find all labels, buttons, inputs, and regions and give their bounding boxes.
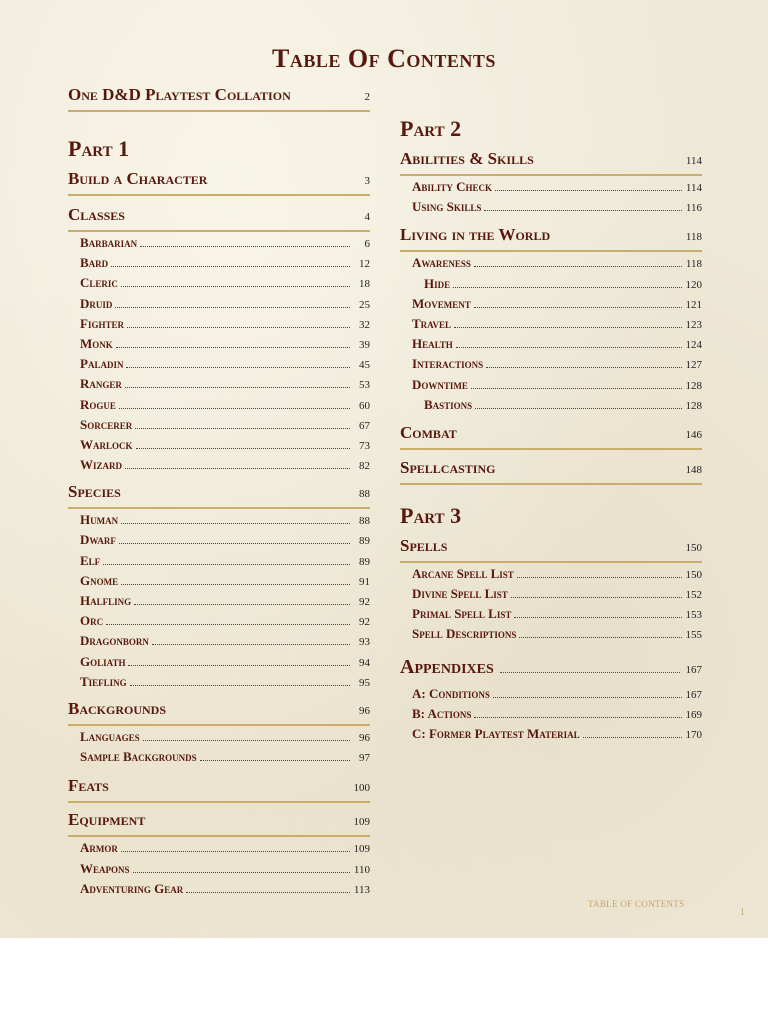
- toc-page-number: 25: [359, 298, 370, 311]
- toc-item-label: Weapons: [80, 860, 130, 876]
- toc-item-label: Druid: [80, 295, 113, 311]
- toc-page-number: 113: [353, 883, 370, 896]
- toc-item-label: Human: [80, 512, 119, 528]
- toc-item-label: Warlock: [80, 436, 133, 452]
- toc-page-number: 89: [359, 555, 370, 568]
- dot-leader: [127, 327, 350, 328]
- toc-page-number: 53: [359, 379, 370, 392]
- toc-page-number: 6: [364, 238, 370, 250]
- backgrounds-list: [68, 729, 370, 769]
- dot-leader: [133, 872, 350, 873]
- toc-item-label: Ability Check: [412, 179, 493, 194]
- toc-item-label: Halfling: [80, 593, 132, 608]
- toc-page-number: 167: [685, 663, 702, 676]
- dot-leader: [140, 246, 350, 247]
- toc-item[interactable]: [68, 235, 370, 255]
- toc-item[interactable]: [68, 729, 370, 749]
- footer-section-label: TABLE OF CONTENTS: [588, 899, 685, 909]
- dot-leader: [103, 564, 350, 565]
- toc-item[interactable]: [400, 255, 702, 275]
- toc-page-number: 96: [359, 704, 370, 717]
- toc-section-appendixes[interactable]: [400, 655, 702, 682]
- toc-page-number: 124: [685, 339, 702, 352]
- toc-item[interactable]: [68, 512, 370, 532]
- toc-item-label: Dragonborn: [80, 633, 149, 649]
- toc-page-number: 73: [359, 439, 370, 452]
- part-heading: Part 3: [400, 502, 462, 528]
- species-list: [68, 512, 370, 694]
- toc-page-number: 150: [685, 541, 702, 554]
- toc-page-number: 109: [353, 816, 370, 829]
- dot-leader: [135, 428, 350, 429]
- toc-page-number: 116: [685, 202, 702, 215]
- toc-item[interactable]: [400, 726, 702, 746]
- dot-leader: [493, 697, 682, 698]
- dot-leader: [514, 617, 681, 618]
- dot-leader: [517, 577, 682, 578]
- toc-page-number: 167: [685, 688, 702, 701]
- toc-page-number: 88: [359, 488, 370, 501]
- toc-section-classes[interactable]: [68, 204, 370, 232]
- toc-page-number: 123: [685, 318, 702, 331]
- toc-item[interactable]: [68, 593, 370, 613]
- toc-item[interactable]: [400, 377, 702, 397]
- toc-item[interactable]: [68, 840, 370, 860]
- toc-item[interactable]: [400, 566, 702, 586]
- dot-leader: [134, 604, 350, 605]
- toc-page-number: 92: [359, 596, 370, 608]
- toc-page-number: 88: [359, 515, 370, 528]
- toc-item-label: Tiefling: [80, 673, 127, 689]
- toc-page-number: 39: [359, 338, 370, 351]
- toc-section-equipment[interactable]: [68, 809, 370, 837]
- toc-item-label: Ranger: [80, 376, 122, 392]
- toc-page-number: 118: [685, 258, 702, 271]
- dot-leader: [111, 266, 350, 267]
- dot-leader: [519, 637, 681, 638]
- dot-leader: [119, 408, 350, 409]
- toc-item-label: Divine Spell List: [412, 586, 508, 602]
- toc-item[interactable]: [400, 626, 702, 646]
- dot-leader: [128, 665, 350, 666]
- toc-item[interactable]: [68, 881, 370, 901]
- toc-page-number: 170: [685, 729, 702, 741]
- toc-page-number: 67: [359, 419, 370, 432]
- dot-leader: [511, 597, 682, 598]
- toc-item[interactable]: [68, 255, 370, 275]
- toc-item[interactable]: [68, 532, 370, 552]
- toc-item[interactable]: [400, 296, 702, 316]
- toc-page-number: 121: [685, 298, 702, 311]
- toc-page-number: 96: [359, 731, 370, 744]
- toc-item[interactable]: [68, 613, 370, 633]
- toc-item[interactable]: [68, 749, 370, 769]
- toc-section-label: Spells: [400, 535, 448, 555]
- toc-item-label: Sample Backgrounds: [80, 749, 197, 765]
- toc-item[interactable]: [68, 437, 370, 457]
- toc-item-label: Goliath: [80, 653, 126, 669]
- toc-item[interactable]: [400, 179, 702, 199]
- toc-item-label: Gnome: [80, 572, 119, 588]
- toc-page-number: 120: [685, 278, 702, 291]
- dot-leader: [116, 347, 350, 348]
- toc-page-number: 45: [359, 359, 370, 372]
- toc-item[interactable]: [68, 356, 370, 376]
- dot-leader: [500, 672, 680, 673]
- toc-section-spellcasting[interactable]: [400, 457, 702, 485]
- dot-leader: [125, 468, 350, 469]
- toc-page-number: 128: [685, 399, 702, 412]
- toc-item-label: C: Former Playtest Material: [412, 726, 580, 741]
- dot-leader: [484, 210, 682, 211]
- toc-item-label: A: Conditions: [412, 685, 490, 701]
- toc-entry-label: One D&D Playtest Collation: [68, 85, 291, 104]
- toc-item[interactable]: [68, 861, 370, 881]
- toc-item[interactable]: [68, 417, 370, 437]
- footer-page-number: 1: [740, 907, 745, 917]
- toc-item-label: Travel: [412, 315, 452, 331]
- toc-section-label: Build a Character: [68, 169, 208, 188]
- toc-section-label: Living in the World: [400, 225, 551, 245]
- dot-leader: [486, 367, 681, 368]
- dot-leader: [495, 190, 682, 191]
- toc-page-number: 152: [685, 589, 702, 602]
- toc-item-label: Using Skills: [412, 199, 482, 215]
- page-title: Table Of Contents: [272, 44, 496, 73]
- toc-section-label: Equipment: [68, 810, 146, 830]
- toc-item[interactable]: [400, 276, 702, 296]
- spells-list: [400, 566, 702, 647]
- toc-item-label: Hide: [424, 275, 451, 291]
- toc-page-number: 32: [359, 318, 370, 331]
- toc-section-label: Species: [68, 482, 121, 502]
- toc-item[interactable]: [68, 296, 370, 316]
- toc-section-spells[interactable]: [400, 535, 702, 563]
- toc-item-label: Languages: [80, 728, 140, 744]
- equipment-list: [68, 840, 370, 901]
- toc-item-label: Movement: [412, 295, 471, 311]
- dot-leader: [125, 387, 350, 388]
- toc-page-number: 95: [359, 676, 370, 689]
- toc-item[interactable]: [400, 706, 702, 726]
- toc-page-number: 150: [685, 568, 702, 581]
- toc-item-label: Armor: [80, 840, 118, 856]
- classes-list: [68, 235, 370, 477]
- toc-section-living[interactable]: [400, 224, 702, 252]
- toc-page-number: 100: [353, 782, 370, 795]
- toc-item-label: Cleric: [80, 275, 118, 291]
- toc-item-label: Fighter: [80, 315, 124, 331]
- toc-item[interactable]: [68, 316, 370, 336]
- dot-leader: [136, 448, 350, 449]
- toc-page-number: 110: [353, 863, 370, 876]
- toc-item[interactable]: [68, 376, 370, 396]
- toc-item-label: Primal Spell List: [412, 606, 512, 622]
- toc-item[interactable]: [68, 553, 370, 573]
- dot-leader: [115, 307, 350, 308]
- toc-section-build[interactable]: [68, 168, 370, 196]
- toc-page-number: 127: [685, 359, 702, 372]
- toc-page-number: 92: [359, 616, 370, 629]
- toc-page-number: 128: [685, 379, 702, 392]
- toc-item[interactable]: [68, 674, 370, 694]
- toc-page-number: 155: [685, 629, 702, 642]
- toc-page-number: 114: [685, 182, 702, 194]
- toc-page-number: 146: [685, 428, 702, 441]
- dot-leader: [143, 740, 350, 741]
- living-list: [400, 255, 702, 417]
- toc-section-abilities[interactable]: [400, 148, 702, 176]
- dot-leader: [471, 388, 682, 389]
- toc-page-number: 3: [364, 175, 370, 187]
- toc-item-label: Orc: [80, 613, 104, 629]
- toc-page-number: 82: [359, 460, 370, 473]
- toc-section-label: Appendixes: [400, 655, 494, 678]
- toc-section-combat[interactable]: [400, 422, 702, 450]
- toc-item-label: Rogue: [80, 396, 116, 412]
- toc-item-label: Adventuring Gear: [80, 880, 184, 896]
- toc-item-label: Wizard: [80, 457, 123, 473]
- toc-item[interactable]: [400, 397, 702, 417]
- toc-section-label: Feats: [68, 776, 109, 796]
- toc-page-number: 60: [359, 399, 370, 412]
- toc-page-number: 18: [359, 278, 370, 291]
- toc-item-label: Downtime: [412, 376, 468, 392]
- part-heading: Part 1: [68, 136, 130, 161]
- dot-leader: [121, 286, 350, 287]
- toc-item[interactable]: [68, 275, 370, 295]
- toc-section-label: Spellcasting: [400, 457, 496, 477]
- dot-leader: [121, 851, 350, 852]
- toc-item-label: Sorcerer: [80, 416, 133, 432]
- dot-leader: [106, 624, 350, 625]
- toc-item-label: Interactions: [412, 356, 484, 372]
- toc-item-label: Bard: [80, 255, 109, 271]
- toc-page-number: 109: [353, 843, 370, 856]
- toc-section-feats[interactable]: [68, 775, 370, 803]
- toc-page-number: 114: [685, 155, 702, 167]
- appendixes-list: [400, 686, 702, 747]
- toc-item[interactable]: [400, 686, 702, 706]
- toc-entry-collation[interactable]: [68, 84, 370, 112]
- part-heading: Part 2: [400, 116, 462, 141]
- toc-item-label: Monk: [80, 335, 113, 351]
- dot-leader: [475, 408, 681, 409]
- toc-item[interactable]: [68, 633, 370, 653]
- dot-leader: [121, 584, 350, 585]
- toc-page-number: 97: [359, 752, 370, 765]
- toc-item-label: Health: [412, 336, 453, 352]
- toc-item-label: Barbarian: [80, 235, 138, 250]
- toc-page-number: 2: [364, 91, 370, 103]
- dot-leader: [583, 737, 682, 738]
- dot-leader: [130, 685, 350, 686]
- toc-item-label: Paladin: [80, 356, 124, 372]
- toc-item[interactable]: [68, 457, 370, 477]
- toc-item[interactable]: [400, 356, 702, 376]
- toc-page-number: 118: [685, 231, 702, 244]
- toc-item-label: B: Actions: [412, 705, 472, 721]
- toc-item[interactable]: [400, 316, 702, 336]
- toc-item[interactable]: [68, 654, 370, 674]
- toc-page-number: 12: [359, 258, 370, 271]
- toc-item[interactable]: [400, 606, 702, 626]
- toc-item-label: Bastions: [424, 396, 473, 412]
- toc-page-number: 93: [359, 636, 370, 649]
- dot-leader: [474, 307, 682, 308]
- dot-leader: [126, 367, 350, 368]
- toc-item-label: Awareness: [412, 255, 471, 271]
- toc-page-number: 94: [359, 656, 370, 669]
- toc-item-label: Dwarf: [80, 532, 116, 548]
- toc-left-column: [68, 84, 370, 901]
- toc-section-label: Abilities & Skills: [400, 149, 534, 168]
- toc-item[interactable]: [400, 586, 702, 606]
- toc-item[interactable]: [68, 397, 370, 417]
- toc-right-column: [400, 116, 702, 746]
- toc-item[interactable]: [68, 573, 370, 593]
- toc-item-label: Arcane Spell List: [412, 565, 514, 581]
- dot-leader: [121, 523, 350, 524]
- toc-item[interactable]: [400, 199, 702, 219]
- toc-item[interactable]: [68, 336, 370, 356]
- toc-page-number: 89: [359, 535, 370, 548]
- dot-leader: [186, 892, 350, 893]
- toc-section-label: Classes: [68, 205, 125, 224]
- toc-section-label: Backgrounds: [68, 698, 167, 718]
- dot-leader: [474, 266, 682, 267]
- toc-page-number: 169: [685, 708, 702, 721]
- toc-section-species[interactable]: [68, 481, 370, 509]
- toc-section-label: Combat: [400, 422, 457, 442]
- dot-leader: [454, 327, 681, 328]
- toc-item[interactable]: [400, 336, 702, 356]
- toc-section-backgrounds[interactable]: [68, 698, 370, 726]
- dot-leader: [474, 717, 681, 718]
- toc-item-label: Elf: [80, 552, 101, 568]
- dot-leader: [119, 543, 350, 544]
- toc-item-label: Spell Descriptions: [412, 626, 517, 642]
- dot-leader: [152, 644, 350, 645]
- toc-page-number: 148: [685, 463, 702, 476]
- dot-leader: [200, 760, 350, 761]
- abilities-list: [400, 179, 702, 219]
- dot-leader: [453, 287, 681, 288]
- dot-leader: [456, 347, 682, 348]
- toc-page-number: 4: [364, 211, 370, 223]
- toc-page-number: 153: [685, 609, 702, 622]
- toc-page-number: 91: [359, 575, 370, 588]
